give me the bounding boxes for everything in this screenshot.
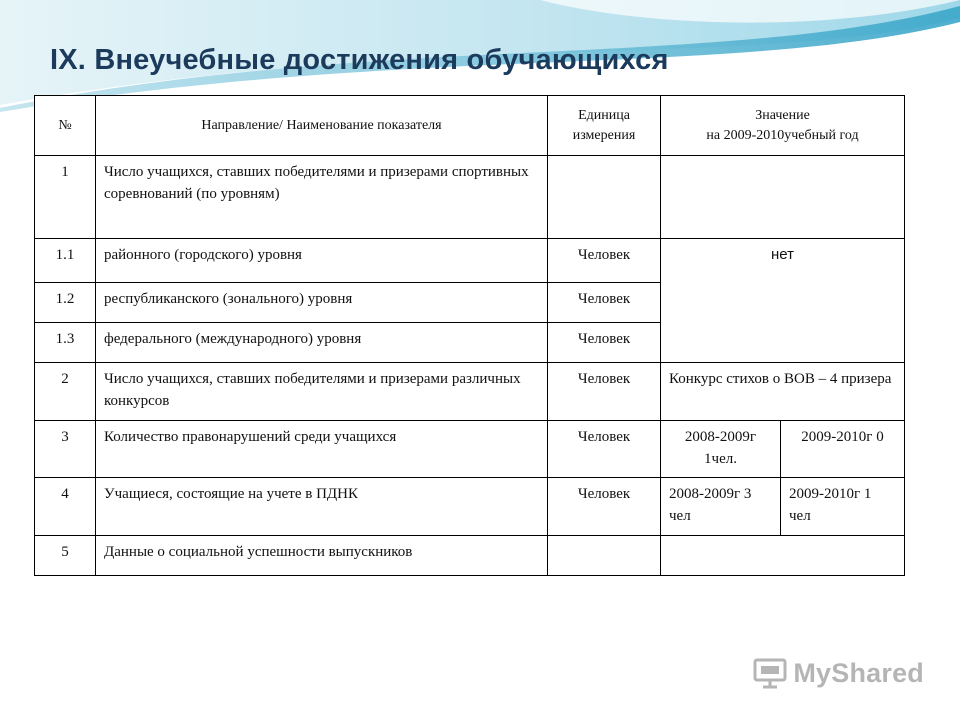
row-indicator: Число учащихся, ставших победителями и призерами различных конкурсов bbox=[96, 363, 548, 421]
watermark bbox=[753, 656, 924, 690]
table-row bbox=[35, 421, 905, 478]
row-value-2008-2009: 2008-2009г 1чел. bbox=[661, 421, 781, 478]
row-num: 4 bbox=[35, 478, 96, 536]
row-indicator: Количество правонарушений среди учащихся bbox=[96, 421, 548, 478]
row-unit: Человек bbox=[548, 421, 661, 478]
row-indicator: Данные о социальной успешности выпускников bbox=[96, 536, 548, 576]
row-num: 2 bbox=[35, 363, 96, 421]
row-value-2008-2009: 2008-2009г 3 чел bbox=[661, 478, 781, 536]
row-unit bbox=[548, 536, 661, 576]
achievements-table bbox=[34, 95, 905, 576]
row-num: 1 bbox=[35, 156, 96, 239]
header-value-line1: Значение bbox=[755, 107, 810, 123]
row-unit: Человек bbox=[548, 323, 661, 363]
table-header-row bbox=[35, 96, 905, 156]
table-row bbox=[35, 239, 905, 283]
row-indicator: Число учащихся, ставших победителями и призерами спортивных соревнований (по уровням) bbox=[96, 156, 548, 239]
row-unit: Человек bbox=[548, 283, 661, 323]
header-unit: Единица измерения bbox=[548, 96, 661, 156]
row-unit bbox=[548, 156, 661, 239]
table-row bbox=[35, 478, 905, 536]
row-num: 1.1 bbox=[35, 239, 96, 283]
header-value-line2: на 2009-2010учебный год bbox=[706, 127, 859, 143]
merged-value-cell: нет bbox=[661, 239, 905, 363]
header-num: № bbox=[35, 96, 96, 156]
row-indicator: республиканского (зонального) уровня bbox=[96, 283, 548, 323]
row-num: 5 bbox=[35, 536, 96, 576]
table-row bbox=[35, 363, 905, 421]
watermark-text: MyShared bbox=[793, 657, 924, 688]
row-num: 3 bbox=[35, 421, 96, 478]
row-unit: Человек bbox=[548, 363, 661, 421]
row-value bbox=[661, 536, 905, 576]
row-value bbox=[661, 156, 905, 239]
row-value-2009-2010: 2009-2010г 1 чел bbox=[781, 478, 905, 536]
slide-title: IX. Внеучебные достижения обучающихся bbox=[50, 44, 669, 76]
row-unit: Человек bbox=[548, 239, 661, 283]
header-value bbox=[661, 96, 905, 156]
row-indicator: федерального (международного) уровня bbox=[96, 323, 548, 363]
row-indicator: Учащиеся, состоящие на учете в ПДНК bbox=[96, 478, 548, 536]
row-num: 1.2 bbox=[35, 283, 96, 323]
row-value: Конкурс стихов о ВОВ – 4 призера bbox=[661, 363, 905, 421]
table-row bbox=[35, 156, 905, 239]
header-indicator: Направление/ Наименование показателя bbox=[96, 96, 548, 156]
row-value-2009-2010: 2009-2010г 0 bbox=[781, 421, 905, 478]
row-num: 1.3 bbox=[35, 323, 96, 363]
row-unit: Человек bbox=[548, 478, 661, 536]
presentation-screen-icon bbox=[753, 656, 787, 690]
table-row bbox=[35, 536, 905, 576]
row-indicator: районного (городского) уровня bbox=[96, 239, 548, 283]
